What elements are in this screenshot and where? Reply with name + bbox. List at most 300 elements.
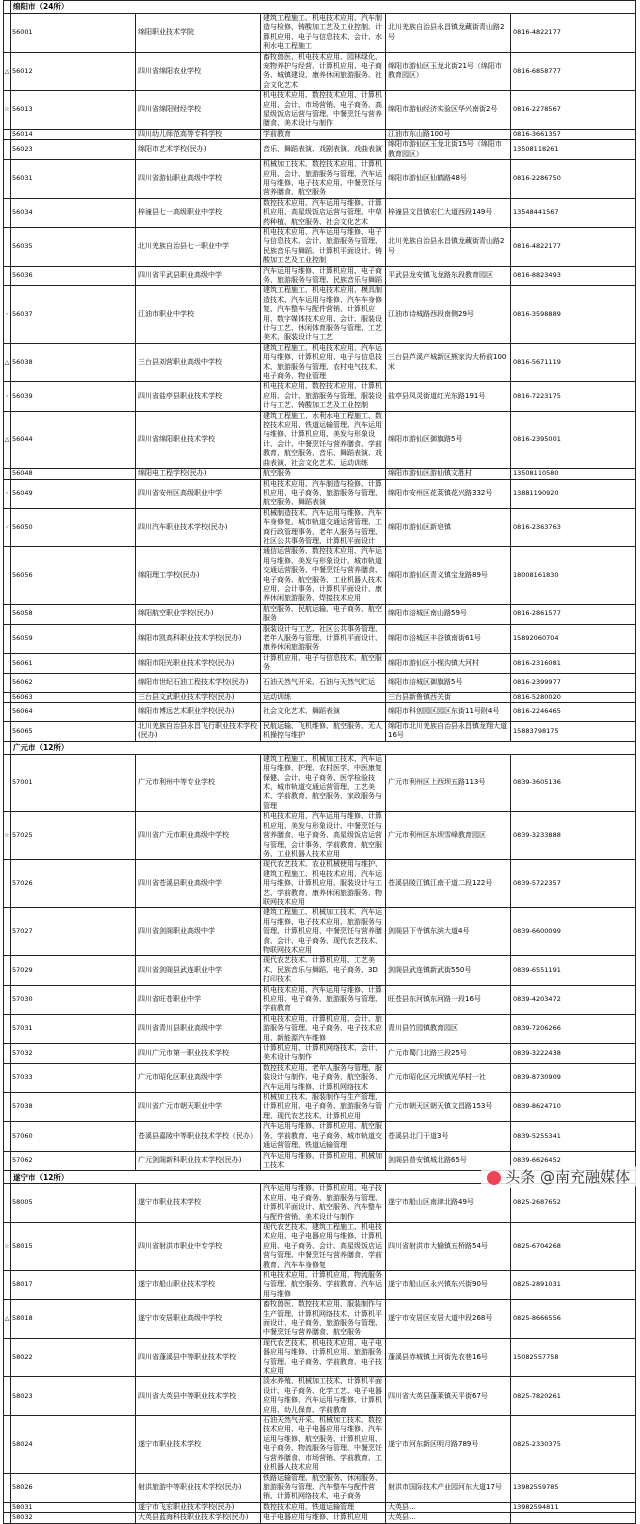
majors-list: 音乐、舞蹈表演、戏剧表演、戏曲表演: [261, 140, 386, 160]
school-address: 绵阳市游仙区玉龙北街21号（绵阳市教育园区）: [386, 52, 511, 91]
majors-list: 计算机应用、计算机网络技术、会计、美术设计与制作: [261, 1044, 386, 1064]
school-name: 四川省绵阳职业技术学校: [136, 411, 261, 468]
school-code: 58026: [11, 1473, 136, 1502]
school-mark: [4, 653, 11, 673]
school-phone: 15883798175: [511, 722, 636, 742]
school-name: 四川省蓬溪县中等职业技术学校: [136, 1338, 261, 1377]
school-name: 四川省盐亭县职业技术学校: [136, 382, 261, 411]
school-name: 四川省绵阳农业学校: [136, 52, 261, 91]
school-address: 江油市诗城路西段南侧29号: [386, 286, 511, 343]
majors-list: 服装设计与工艺、社区公共事务管理、老年人服务与管理、计算机平面设计、康养休闲旅游服务: [261, 624, 386, 653]
majors-list: 建筑工程施工、机械加工技术、汽车运用与维修、电子技术应用、旅游服务与管理、计算机应用、中餐烹饪与营养膳食、会计、电子商务、现代农艺技术、物联网技术应用: [261, 908, 386, 956]
table-row: [4, 692, 636, 702]
school-address: 盐亭县凤灵街道红光东路191号: [386, 382, 511, 411]
school-name: 四川幼儿师范高等专科学校: [136, 129, 261, 139]
table-row: [4, 1093, 636, 1122]
school-name: 四川省平武县职业高级中学: [136, 266, 261, 286]
mark-cell: [4, 741, 11, 754]
school-phone: 0825-2687652: [511, 1184, 636, 1223]
school-phone: 0816-4822177: [511, 227, 636, 266]
school-code: 58018: [11, 1300, 136, 1339]
school-address: 射洪市国际技术产业园河东大道17号: [386, 1473, 511, 1502]
school-code: 56039: [11, 382, 136, 411]
majors-list: 社会文化艺术、舞蹈表演: [261, 703, 386, 722]
school-phone: 0816-7223175: [511, 382, 636, 411]
watermark-text: 头条 @南充融媒体: [505, 1168, 630, 1186]
majors-list: 民航运输、飞机维修、航空服务、无人机操控与维护: [261, 722, 386, 742]
school-phone: 0825-2891031: [511, 1270, 636, 1299]
table-row: [4, 343, 636, 382]
school-mark: [4, 140, 11, 160]
school-phone: 0839-6600099: [511, 908, 636, 956]
school-address: 绵阳市游仙区小枧沟镇大河村: [386, 653, 511, 673]
school-code: 56049: [11, 479, 136, 508]
school-code: 58017: [11, 1270, 136, 1299]
school-mark: [4, 1416, 11, 1473]
school-list-document: [3, 0, 636, 1524]
school-phone: 15082557758: [511, 1338, 636, 1377]
school-address: 剑阁县下寺镇东滨大道4号: [386, 908, 511, 956]
table-row: [4, 812, 636, 860]
school-mark: [4, 604, 11, 624]
table-row: [4, 469, 636, 479]
school-code: 57032: [11, 1044, 136, 1064]
majors-list: 通信运营服务、数控技术应用、汽车运用与维修、美发与形象设计、城市轨道交通运营服务、中餐烹饪与营养膳食、电子商务、航空服务、工业机器人技术应用、会计事务、计算机平面设计、康养休闲旅游服务、焊接技术应用: [261, 547, 386, 604]
school-mark: [4, 754, 11, 811]
school-name: 四川省安州区高级职业中学: [136, 479, 261, 508]
school-address: 北川羌族自治县永昌镇龙藏街青山路2号: [386, 14, 511, 53]
school-code: 57033: [11, 1063, 136, 1092]
school-mark: ◦: [4, 508, 11, 547]
school-mark: ☆: [4, 1222, 11, 1270]
school-phone: 0839-8730909: [511, 1063, 636, 1092]
school-phone: 0816-3661357: [511, 129, 636, 139]
school-address: 绵阳市涪城区南山路59号: [386, 604, 511, 624]
school-name: 遂宁市职业技术学校: [136, 1416, 261, 1473]
school-address: 广元市利州区上西坝五路113号: [386, 754, 511, 811]
table-row: [4, 703, 636, 722]
school-phone: 0816-2363763: [511, 508, 636, 547]
school-address: 蓬溪县赤城镇上河街先农巷16号: [386, 1338, 511, 1377]
school-phone: 0816-5671119: [511, 343, 636, 382]
school-phone: 13508110580: [511, 469, 636, 479]
school-name: 遂宁市职业技术学校: [136, 1184, 261, 1223]
school-address: 广元市利州区东坝雪峰教育园区: [386, 812, 511, 860]
majors-list: 航空服务: [261, 469, 386, 479]
watermark: [481, 1165, 636, 1188]
majors-list: 汽车运用与维修、计算机应用、航空服务、学前教育、电子商务、城市轨道交通运营管理、铁道运输管理: [261, 1122, 386, 1151]
school-code: 56012: [11, 52, 136, 91]
school-phone: 13982594811: [511, 1502, 636, 1512]
school-address: 绵阳市安州区花荄镇花兴路332号: [386, 479, 511, 508]
school-mark: [4, 1473, 11, 1502]
school-phone: 0816-5280020: [511, 692, 636, 702]
table-row: [4, 160, 636, 199]
school-mark: ☆: [4, 91, 11, 130]
school-name: 绵阳市阳光职业技术学校(民办): [136, 653, 261, 673]
school-name: 绵阳理工学校(民办): [136, 547, 261, 604]
city-header: 绵阳市（24所）: [11, 1, 636, 14]
majors-list: 现代农艺技术、农业机械使用与维护、建筑工程施工、机电技术应用、汽车运用与维修、计算机应用、服装设计与工艺、学前教育、康养休闲旅游服务、物联网技术应用: [261, 860, 386, 908]
school-mark: [4, 1377, 11, 1416]
majors-list: 计算机应用、电子与信息技术、航空服务: [261, 653, 386, 673]
school-phone: 0839-5722357: [511, 860, 636, 908]
school-code: 56038: [11, 343, 136, 382]
school-phone: 0839-6551191: [511, 956, 636, 985]
school-phone: 0816-4822177: [511, 14, 636, 53]
table-row: [4, 1122, 636, 1151]
table-row: [4, 722, 636, 742]
table-row: [4, 140, 636, 160]
city-header-row: [4, 1, 636, 14]
school-name: 绵阳市博远艺术职业学校(民办): [136, 703, 261, 722]
school-name: 四川省旺苍职业中学: [136, 985, 261, 1014]
school-name: 四川省苍溪县职业高级中学: [136, 860, 261, 908]
school-code: 57027: [11, 908, 136, 956]
school-name: 北川羌族自治县七一职业中学: [136, 227, 261, 266]
school-code: 57038: [11, 1093, 136, 1122]
school-address: 剑阁县普安镇城北路65号: [386, 1151, 511, 1171]
school-mark: △: [4, 1300, 11, 1339]
school-address: 青川县竹园镇教育园区: [386, 1014, 511, 1043]
school-name: 四川省绵阳财经学校: [136, 91, 261, 130]
table-row: [4, 1416, 636, 1473]
school-address: 遂宁市船山区永兴镇东兴街90号: [386, 1270, 511, 1299]
table-row: [4, 1473, 636, 1502]
table-row: [4, 266, 636, 286]
school-phone: 13508118261: [511, 140, 636, 160]
school-name: 绵阳市艺术学校(民办): [136, 140, 261, 160]
school-name: 四川省游仙职业高级中学校: [136, 160, 261, 199]
school-table-body: [4, 1, 636, 1524]
school-address: 苍溪县陵江镇江南干道二段122号: [386, 860, 511, 908]
school-mark: [4, 692, 11, 702]
school-name: 四川省射洪市职业中专学校: [136, 1222, 261, 1270]
school-name: 四川省广元市职业高级中学校: [136, 812, 261, 860]
school-phone: 0816-2246465: [511, 703, 636, 722]
school-address: 三台县新鲁镇西关街: [386, 692, 511, 702]
school-phone: 0839-3222438: [511, 1044, 636, 1064]
table-row: [4, 1377, 636, 1416]
school-mark: [4, 1122, 11, 1151]
school-code: 58024: [11, 1416, 136, 1473]
school-code: 57062: [11, 1151, 136, 1171]
school-code: 56062: [11, 673, 136, 692]
mark-cell: [4, 1, 11, 14]
school-name: 四川省剑阁县武连职业中学: [136, 956, 261, 985]
school-code: 56035: [11, 227, 136, 266]
school-code: 57030: [11, 985, 136, 1014]
school-mark: [4, 624, 11, 653]
school-name: 四川省广元市朝天职业中学: [136, 1093, 261, 1122]
table-row: [4, 91, 636, 130]
table-row: [4, 754, 636, 811]
table-row: [4, 1014, 636, 1043]
school-mark: [4, 908, 11, 956]
school-name: 遂宁市飞宏职业技术学校(民办): [136, 1502, 261, 1512]
school-phone: 15892060704: [511, 624, 636, 653]
majors-list: 电子电器应用与维修、计算机应用: [261, 1513, 386, 1523]
school-code: 56056: [11, 547, 136, 604]
majors-list: 石油天然气开采、机械加工技术、数控技术应用、电子电器应用与维修、汽车运用与维修、航空服务、计算机应用、电子商务、物流服务与管理、中餐烹饪与营养膳食、市场营销、学前教育、工业机器人技术应用: [261, 1416, 386, 1473]
school-name: 三台县刘营职业高级中学校: [136, 343, 261, 382]
school-address: 遂宁市船山区南津北路49号: [386, 1184, 511, 1223]
school-address: 广元市蜀门北路三段25号: [386, 1044, 511, 1064]
majors-list: 数控技术应用、铁道运输管理: [261, 1502, 386, 1512]
school-code: 56044: [11, 411, 136, 468]
school-phone: 0839-8624710: [511, 1093, 636, 1122]
school-phone: 0816-8823493: [511, 266, 636, 286]
school-code: 56063: [11, 692, 136, 702]
school-mark: [4, 673, 11, 692]
school-address: 绵阳市科创园区园区东街11号附4号: [386, 703, 511, 722]
school-phone: 0816-2316081: [511, 653, 636, 673]
school-code: 57029: [11, 956, 136, 985]
school-phone: 0816-6858777: [511, 52, 636, 91]
school-phone: 13548441567: [511, 198, 636, 227]
school-address: 遂宁市安居区安居大道中段268号: [386, 1300, 511, 1339]
majors-list: 机械加工技术、服装制作与生产管理、计算机应用、电子商务、旅游服务与管理、现代农艺技术、计算机应用: [261, 1093, 386, 1122]
table-row: [4, 860, 636, 908]
table-row: [4, 1513, 636, 1523]
school-code: 56013: [11, 91, 136, 130]
school-name: 北川羌族自治县永昌飞行职业技术学校(民办): [136, 722, 261, 742]
table-row: [4, 985, 636, 1014]
majors-list: 淡水养殖、机械加工技术、计算机平面设计、电子商务、化学工艺、电子电器应用与维修、汽车运用与维修、计算机应用、幼儿保育、学前教育: [261, 1377, 386, 1416]
school-mark: ◦: [4, 382, 11, 411]
school-mark: [4, 1093, 11, 1122]
table-row: [4, 604, 636, 624]
table-row: [4, 129, 636, 139]
school-code: 56050: [11, 508, 136, 547]
school-name: 绵阳职业技术学院: [136, 14, 261, 53]
table-row: [4, 653, 636, 673]
school-address: 四川省射洪市大榆镇五桥路54号: [386, 1222, 511, 1270]
table-row: [4, 14, 636, 53]
majors-list: 数控技术应用、老年人服务与管理、服装设计与制作、电子商务、航空服务、汽车运用与维修、计算机网络技术: [261, 1063, 386, 1092]
majors-list: 汽车运用与维修、计算机应用、机械加工技术: [261, 1151, 386, 1171]
school-name: 绵阳电工程学校(民办): [136, 469, 261, 479]
school-mark: [4, 1151, 11, 1171]
school-mark: ◦: [4, 479, 11, 508]
school-name: 广元市利州中等专业学校: [136, 754, 261, 811]
school-code: 56037: [11, 286, 136, 343]
school-mark: [4, 860, 11, 908]
school-phone: 13982559785: [511, 1473, 636, 1502]
school-name: 广元剑阁新科职业技术学校(民办): [136, 1151, 261, 1171]
table-row: [4, 1300, 636, 1339]
school-code: 56036: [11, 266, 136, 286]
school-mark: [4, 1014, 11, 1043]
school-address: 绵阳市游仙区游仙镇文胜村: [386, 469, 511, 479]
table-row: [4, 673, 636, 692]
majors-list: 铁路运输管理、航空服务、休闲服务、旅游服务与管理、汽车整车与配件营销、计算机网络技术、电子商务: [261, 1473, 386, 1502]
school-name: 梓潼县七一高级职业中学校: [136, 198, 261, 227]
school-code: 56065: [11, 722, 136, 742]
school-address: 绵阳市涪城区御旗路5号: [386, 673, 511, 692]
majors-list: 石油天然气开采、石油与天然气贮运: [261, 673, 386, 692]
school-code: 56031: [11, 160, 136, 199]
school-mark: [4, 469, 11, 479]
table-row: [4, 1063, 636, 1092]
majors-list: 建筑工程施工、水利水电工程施工、数控技术应用、铁道运输管理、汽车运用与维修、计算机应用、美发与形象设计、会计、中餐烹饪与营养膳食、学前教育、航空服务、音乐、舞蹈表演、戏曲表演、社会文化艺术、运动训练: [261, 411, 386, 468]
school-name: 四川汽车职业技术学校(民办): [136, 508, 261, 547]
table-row: [4, 479, 636, 508]
school-code: 56001: [11, 14, 136, 53]
table-row: [4, 1184, 636, 1223]
school-code: 57025: [11, 812, 136, 860]
majors-list: 机电技术应用、计算机应用、物流服务与管理、航空服务、学前教育、汽车运用与维修: [261, 1270, 386, 1299]
majors-list: 运动训练: [261, 692, 386, 702]
school-name: 四川广元市第一职业技术学校: [136, 1044, 261, 1064]
school-address: 大英县...: [386, 1502, 511, 1512]
table-row: [4, 1270, 636, 1299]
school-mark: [4, 1513, 11, 1523]
school-code: 57031: [11, 1014, 136, 1043]
school-name: 绵阳航空职业学校(民办): [136, 604, 261, 624]
school-address: 绵阳市游仙区仙鹤路48号: [386, 160, 511, 199]
majors-list: 现代农艺技术、建筑工程施工、机电技术应用、电子电器应用与维修、计算机应用、电子商务、会计、高星级饭店运营与管理、中餐烹饪与营养膳食、学前教育、汽车车身修复: [261, 1222, 386, 1270]
mark-cell: [4, 1171, 11, 1184]
school-code: 57001: [11, 754, 136, 811]
majors-list: 机电技术应用、计算机应用、会计、旅游服务与管理、电子商务、电子技术应用、新能源汽车维修: [261, 1014, 386, 1043]
school-mark: [4, 1063, 11, 1092]
table-row: [4, 956, 636, 985]
school-phone: 0816-2286750: [511, 160, 636, 199]
table-row: [4, 1502, 636, 1512]
majors-list: 汽车运用与维修、计算机应用、电子技术应用、电子商务、旅游服务与管理、计算机平面设计、航空服务、汽车整车与配件营销、美术设计与制作: [261, 1184, 386, 1223]
majors-list: 航空服务、民航运输、电子商务、航空服务: [261, 604, 386, 624]
majors-list: 建筑工程施工、机电技术应用、模具制造技术、汽车运用与维修、汽车车身修复、汽车整车与配件营销、计算机应用、数字媒体技术应用、会计、服装设计与工艺、休闲体育服务与管理、工艺美术、服装设计与工艺: [261, 286, 386, 343]
school-address: 遂宁市河东新区明月路789号: [386, 1416, 511, 1473]
school-mark: [4, 703, 11, 722]
table-row: [4, 411, 636, 468]
majors-list: 现代农艺技术、计算机应用、工艺美术、民族音乐与舞蹈、电子商务、3D打印技术: [261, 956, 386, 985]
school-address: 旺苍县东河镇东河路一段16号: [386, 985, 511, 1014]
table-row: [4, 1222, 636, 1270]
school-address: 四川省大英县蓬莱镇天平街67号: [386, 1377, 511, 1416]
school-code: 58023: [11, 1377, 136, 1416]
school-phone: 0825-7820261: [511, 1377, 636, 1416]
school-name: 绵阳市凯高科职业技术学校(民办): [136, 624, 261, 653]
school-name: 江油市职业中学校: [136, 286, 261, 343]
school-code: 58031: [11, 1502, 136, 1512]
school-code: 57060: [11, 1122, 136, 1151]
school-mark: ☆: [4, 812, 11, 860]
school-phone: 0839-5255341: [511, 1122, 636, 1151]
majors-list: 建筑工程施工、机电技术应用、汽车制造与检修、铸酸加工艺及工业控制、计算机应用、电子与信息技术、会计、水利水电工程施工: [261, 14, 386, 53]
school-name: 四川省剑阁职业高级中学: [136, 908, 261, 956]
school-name: 四川省青川县职业高级中学: [136, 1014, 261, 1043]
school-code: 56034: [11, 198, 136, 227]
city-header: 遂宁市（12所）: [11, 1171, 636, 1184]
school-phone: 0839-3233888: [511, 812, 636, 860]
table-row: [4, 508, 636, 547]
school-phone: 0816-2861577: [511, 604, 636, 624]
majors-list: 机电技术应用、汽车运用与维修、计算机应用、电子商务、旅游服务与管理、学前教育: [261, 985, 386, 1014]
school-code: 56014: [11, 129, 136, 139]
school-phone: 0816-3598889: [511, 286, 636, 343]
majors-list: 机电技术应用、汽车运用与维修、电子与信息技术、会计、旅游服务与管理、民族音乐与舞蹈、计算机平面设计、铸酸加工艺及工业控制: [261, 227, 386, 266]
school-code: 56061: [11, 653, 136, 673]
school-address: 绵阳市游仙经济实验区华兴南街2号: [386, 91, 511, 130]
school-phone: 18008161830: [511, 547, 636, 604]
table-row: [4, 286, 636, 343]
school-mark: ◦: [4, 286, 11, 343]
school-mark: [4, 1184, 11, 1223]
school-address: 绵阳市游仙区青义镇宝龙路89号: [386, 547, 511, 604]
school-code: 58015: [11, 1222, 136, 1270]
school-code: 58005: [11, 1184, 136, 1223]
city-header: 广元市（12所）: [11, 741, 636, 754]
school-address: 梓潼县文昌镇宏仁大道西段149号: [386, 198, 511, 227]
majors-list: 畜牧兽医、数控技术应用、服装制作与生产管理、计算机网络技术、计算机平面设计、电子商务、旅游服务与管理、中餐烹饪与营养膳食、航空服务: [261, 1300, 386, 1339]
table-row: [4, 227, 636, 266]
school-address: 绵阳市游仙区玉龙北街15号（绵阳市教育园区）: [386, 140, 511, 160]
school-mark: [4, 160, 11, 199]
school-code: 56058: [11, 604, 136, 624]
school-address: 三台县芦溪产城新区熊家沟大桥前100米: [386, 343, 511, 382]
school-mark: [4, 722, 11, 742]
school-name: 绵阳市世纪石油工程技术学校(民办): [136, 673, 261, 692]
school-mark: △: [4, 343, 11, 382]
school-address: 绵阳市北川羌族自治县永昌镇龙翔大道16号: [386, 722, 511, 742]
table-row: [4, 198, 636, 227]
school-mark: [4, 1044, 11, 1064]
school-phone: 0839-3605136: [511, 754, 636, 811]
school-phone: 0816-2278567: [511, 91, 636, 130]
school-mark: [4, 1338, 11, 1377]
school-name: 苍溪县嘉陵中等职业技术学校（民办）: [136, 1122, 261, 1151]
school-address: 剑阁县武连镇新武街550号: [386, 956, 511, 985]
table-row: [4, 908, 636, 956]
school-mark: [4, 266, 11, 286]
school-mark: [4, 198, 11, 227]
majors-list: 机械制造技术、汽车运用与维修、汽车车身修复、城市轨道交通运营管理、工商行政管理事务、老年人服务与管理、社区公共事务管理、计算机平面设计: [261, 508, 386, 547]
school-name: 四川省大英县中等职业技术学校: [136, 1377, 261, 1416]
majors-list: 机械加工技术、数控技术应用、计算机应用、会计、旅游服务与管理、汽车运用与维修、电子技术应用、中餐烹饪与营养膳食、航空服务: [261, 160, 386, 199]
school-address: 绵阳市涪城区丰谷镇南街61号: [386, 624, 511, 653]
school-mark: [4, 1502, 11, 1512]
school-code: 58032: [11, 1513, 136, 1523]
school-address: 苍溪县北门干道3号: [386, 1122, 511, 1151]
school-code: 56059: [11, 624, 136, 653]
city-header-row: [4, 741, 636, 754]
school-mark: [4, 14, 11, 53]
school-phone: 0816-2399977: [511, 673, 636, 692]
media-logo-icon: [487, 1171, 501, 1185]
school-name: 遂宁市安居职业高级中学校: [136, 1300, 261, 1339]
school-table: [3, 0, 636, 1524]
school-name: 三台县文武职业技术学校(民办): [136, 692, 261, 702]
school-mark: [4, 227, 11, 266]
school-phone: 0839-7206266: [511, 1014, 636, 1043]
table-row: [4, 624, 636, 653]
school-code: 58022: [11, 1338, 136, 1377]
school-code: 56023: [11, 140, 136, 160]
school-mark: [4, 956, 11, 985]
school-mark: △: [4, 52, 11, 91]
table-row: [4, 1044, 636, 1064]
school-name: 大英县蓝海科技职业技术学校(民办): [136, 1513, 261, 1523]
school-phone: 0816-2395001: [511, 411, 636, 468]
majors-list: 机电技术应用、汽车运用与维修、计算机应用、美发与形象设计、中餐烹饪与营养膳食、电子商务、高星级饭店运营与管理、会计事务、学前教育、航空服务、工业机器人技术应用: [261, 812, 386, 860]
school-address: 广元市昭化区元坝镇光华村一社: [386, 1063, 511, 1092]
table-row: [4, 52, 636, 91]
school-phone: 13881190920: [511, 479, 636, 508]
school-name: 遂宁市船山职业技术学校: [136, 1270, 261, 1299]
school-address: 绵阳市游仙区御旗路5号: [386, 411, 511, 468]
